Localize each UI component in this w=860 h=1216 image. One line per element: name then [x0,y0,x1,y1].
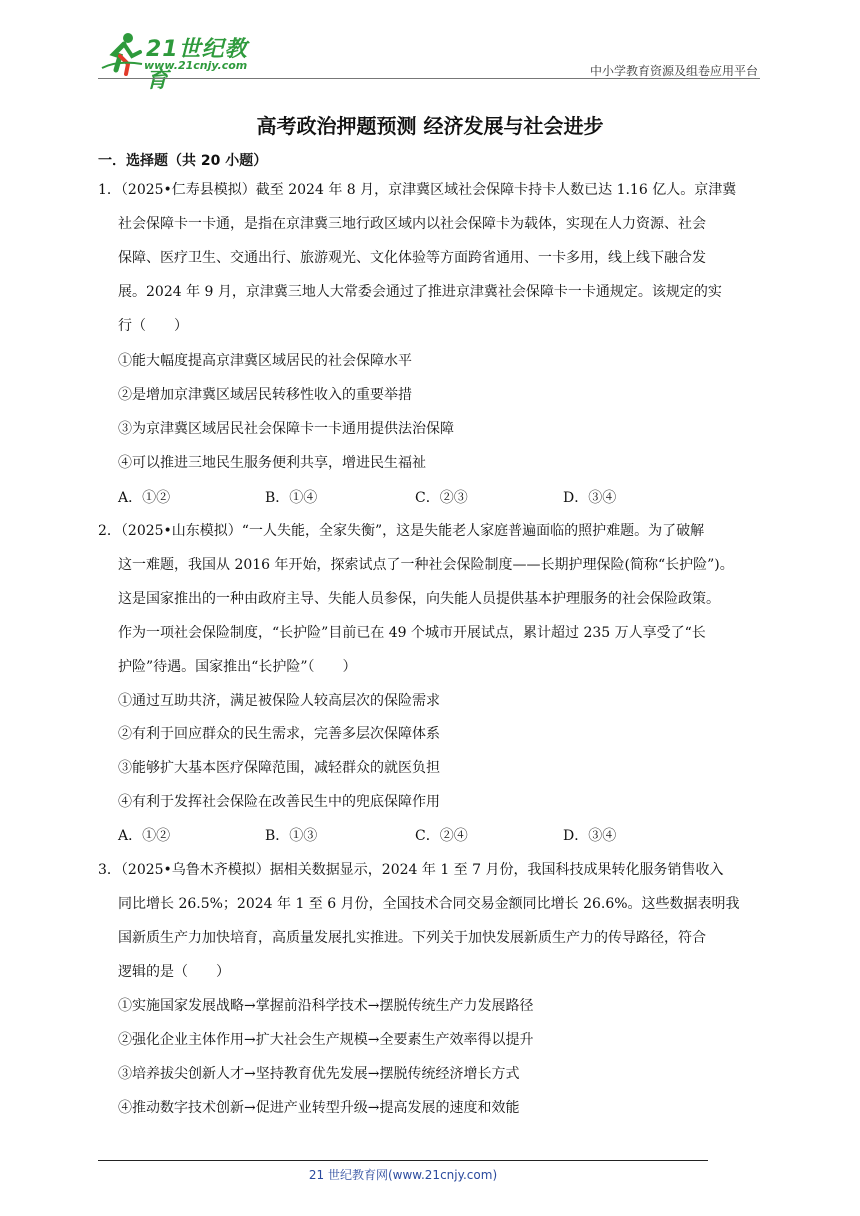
footer-link[interactable]: 21 世纪教育网(www.21cnjy.com) [308,1168,498,1182]
answer-choice-d: D．③④ [563,490,617,506]
question-line: 保障、医疗卫生、交通出行、旅游观光、文化体验等方面跨省通用、一卡多用，线上线下融合发 [118,250,706,266]
page-title: 高考政治押题预测 经济发展与社会进步 [256,114,604,138]
option-item: ③为京津冀区域居民社会保障卡一卡通用提供法治保障 [118,421,454,437]
question-line: 社会保障卡一卡通，是指在京津冀三地行政区域内以社会保障卡为载体，实现在人力资源、社会 [118,216,706,232]
answer-choice-c: C．②③ [415,490,468,506]
logo-url-text: www.21cnjy.com [144,59,248,72]
question-line: 作为一项社会保险制度，“长护险”目前已在 49 个城市开展试点，累计超过 235 万人享受了“长 [118,625,706,641]
question-line: 3．（2025•乌鲁木齐模拟）据相关数据显示，2024 年 1 至 7 月份，我国科技成果转化服务销售收入 [98,862,724,878]
question-line: 2．（2025•山东模拟）“一人失能，全家失衡”，这是失能老人家庭普遍面临的照护难题。为了破解 [98,523,705,539]
answer-choice-a: A．①② [118,490,171,506]
answer-choice-a: A．①② [118,828,171,844]
option-item: ①通过互助共济，满足被保险人较高层次的保险需求 [118,693,440,709]
option-item: ②有利于回应群众的民生需求，完善多层次保障体系 [118,726,440,742]
question-line: 逻辑的是（ ） [118,964,230,980]
question-line: 展。2024 年 9 月，京津冀三地人大常委会通过了推进京津冀社会保障卡一卡通规定。该规定的实 [118,284,722,300]
question-line: 同比增长 26.5%；2024 年 1 至 6 月份，全国技术合同交易金额同比增长 26.6%。这些数据表明我 [118,896,740,912]
question-line: 这是国家推出的一种由政府主导、失能人员参保，向失能人员提供基本护理服务的社会保险政策。 [118,591,720,607]
question-line: 行（ ） [118,318,188,334]
logo-brand-text: 21世纪教育 [146,37,248,93]
option-item: ④有利于发挥社会保险在改善民生中的兜底保障作用 [118,794,440,810]
page-header [98,28,758,93]
option-item: ④推动数字技术创新→促进产业转型升级→提高发展的速度和效能 [118,1100,520,1116]
footer-divider [98,1160,708,1161]
option-item: ①能大幅度提高京津冀区域居民的社会保障水平 [118,353,412,369]
header-platform-text: 中小学教育资源及组卷应用平台 [589,64,758,78]
option-item: ④可以推进三地民生服务便利共享，增进民生福祉 [118,455,426,471]
section-heading: 一．选择题（共 20 小题） [98,153,268,169]
answer-choice-b: B．①③ [265,828,318,844]
question-line: 护险”待遇。国家推出“长护险”（ ） [118,659,357,675]
option-item: ②是增加京津冀区域居民转移性收入的重要举措 [118,387,412,403]
question-line: 国新质生产力加快培育，高质量发展扎实推进。下列关于加快发展新质生产力的传导路径，符合 [118,930,706,946]
option-item: ③能够扩大基本医疗保障范围，减轻群众的就医负担 [118,760,440,776]
option-item: ②强化企业主体作用→扩大社会生产规模→全要素生产效率得以提升 [118,1032,534,1048]
option-item: ③培养拔尖创新人才→坚持教育优先发展→摆脱传统经济增长方式 [118,1066,520,1082]
question-line: 这一难题，我国从 2016 年开始，探索试点了一种社会保险制度——长期护理保险(简称“长护险”)。 [118,557,734,573]
header-divider [98,78,760,79]
site-logo[interactable] [98,28,268,93]
answer-choice-d: D．③④ [563,828,617,844]
question-line: 1．（2025•仁寿县模拟）截至 2024 年 8 月，京津冀区域社会保障卡持卡人数已达 1.16 亿人。京津冀 [98,182,737,198]
option-item: ①实施国家发展战略→掌握前沿科学技术→摆脱传统生产力发展路径 [118,998,534,1014]
runner-icon [98,30,146,78]
answer-choice-c: C．②④ [415,828,468,844]
answer-choice-b: B．①④ [265,490,318,506]
